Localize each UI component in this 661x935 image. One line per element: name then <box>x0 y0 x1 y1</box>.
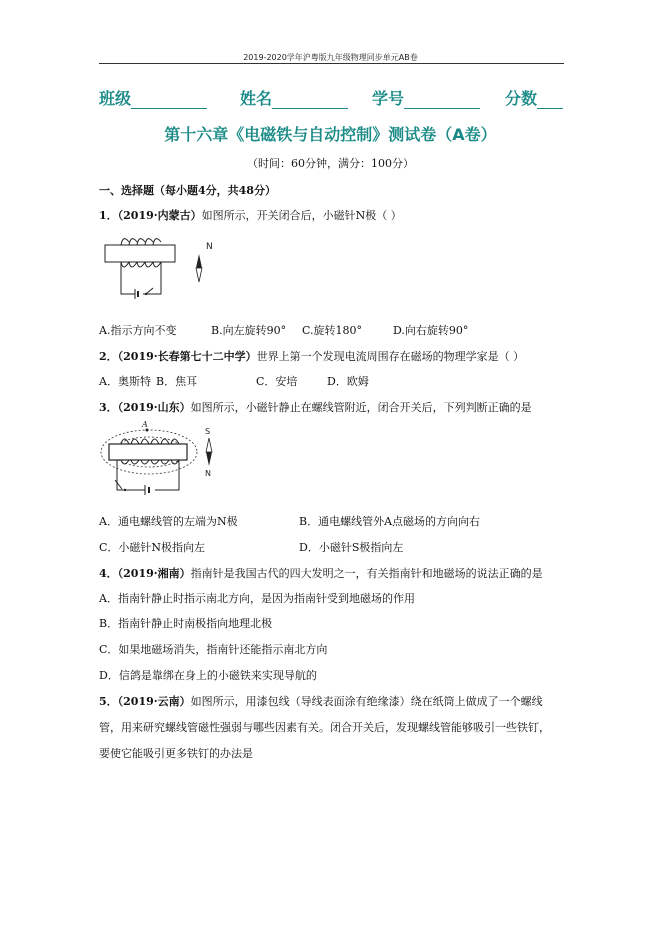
student-info-row <box>99 86 565 108</box>
name-field <box>240 86 348 109</box>
q3-compass-n-label: N <box>205 469 211 478</box>
question-source: （2019·长春第七十二中学） <box>117 350 257 363</box>
section-heading: 一、选择题（每小题4分，共48分） <box>99 184 276 197</box>
question-source: （2019·云南） <box>117 695 191 708</box>
question-number: 4． <box>99 567 118 580</box>
q3-point-a-label: A <box>142 420 148 429</box>
page-title: 第十六章《电磁铁与自动控制》测试卷（A卷） <box>164 125 497 144</box>
q4-option-a: A．指南针静止时指示南北方向，是因为指南针受到地磁场的作用 <box>99 592 415 605</box>
q1-compass-n-label: N <box>206 242 213 252</box>
q1-option-b: B.向左旋转90° <box>211 324 287 337</box>
q3-option-c: C．小磁针N极指向左 <box>99 541 206 554</box>
question-number: 2． <box>99 350 118 363</box>
page-header: 2019-2020学年沪粤版九年级物理同步单元AB卷 <box>243 53 418 62</box>
question-5-line-2: 管，用来研究螺线管磁性强弱与哪些因素有关。闭合开关后，发现螺线管能够吸引一些铁钉， <box>99 721 550 734</box>
question-number: 1． <box>99 209 118 222</box>
q4-option-d: D．信鸽是靠绑在身上的小磁铁来实现导航的 <box>99 669 317 682</box>
question-source: （2019·内蒙古） <box>117 209 202 222</box>
q1-option-c: C.旋转180° <box>302 324 363 337</box>
q2-option-c: C．安培 <box>256 375 298 388</box>
name-label: 姓名 <box>240 89 273 108</box>
question-3-stem: 3．（2019·山东）如图所示，小磁针静止在螺线管附近，闭合开关后，下列判断正确的是 <box>99 401 532 414</box>
score-blank <box>537 92 563 109</box>
q4-option-c: C．如果地磁场消失，指南针还能指示南北方向 <box>99 643 328 656</box>
q2-option-a: A．奥斯特 <box>99 375 151 388</box>
question-4-stem: 4．（2019·湘南）指南针是我国古代的四大发明之一，有关指南针和地磁场的说法正确的是 <box>99 567 543 580</box>
q3-option-a: A．通电螺线管的左端为N极 <box>99 515 238 528</box>
q1-option-a: A.指示方向不变 <box>99 324 177 337</box>
class-field <box>99 86 207 109</box>
question-2-stem: 2．（2019·长春第七十二中学）世界上第一个发现电流周围存在磁场的物理学家是（ ） <box>99 350 525 363</box>
exam-time-note: （时间：60分钟，满分：100分） <box>247 157 414 170</box>
question-1-stem: 1．（2019·内蒙古）如图所示，开关闭合后，小磁针N极（ ） <box>99 209 402 222</box>
q1-option-d: D.向右旋转90° <box>393 324 469 337</box>
id-label: 学号 <box>372 89 405 108</box>
question-source: （2019·山东） <box>117 401 191 414</box>
header-rule <box>99 63 564 64</box>
question-number: 3． <box>99 401 118 414</box>
q3-option-b: B．通电螺线管外A点磁场的方向向右 <box>299 515 481 528</box>
id-blank <box>404 92 480 109</box>
q2-option-b: B．焦耳 <box>156 375 198 388</box>
question-source: （2019·湘南） <box>117 567 191 580</box>
name-blank <box>272 92 348 109</box>
question-5-line-3: 要使它能吸引更多铁钉的办法是 <box>99 747 253 760</box>
question-number: 5． <box>99 695 118 708</box>
score-label: 分数 <box>505 89 538 108</box>
question-5-stem: 5．（2019·云南）如图所示，用漆包线（导线表面涂有绝缘漆）绕在纸筒上做成了一个螺线 <box>99 695 543 708</box>
id-field <box>372 86 480 109</box>
q4-option-b: B．指南针静止时南极指向地理北极 <box>99 617 273 630</box>
class-blank <box>131 92 207 109</box>
q3-option-d: D．小磁针S极指向左 <box>299 541 404 554</box>
class-label: 班级 <box>99 89 132 108</box>
q3-compass-s-label: S <box>205 427 211 436</box>
q1-solenoid-figure <box>99 232 224 302</box>
score-field <box>505 86 563 109</box>
q2-option-d: D．欧姆 <box>327 375 369 388</box>
q3-solenoid-figure <box>99 420 224 500</box>
